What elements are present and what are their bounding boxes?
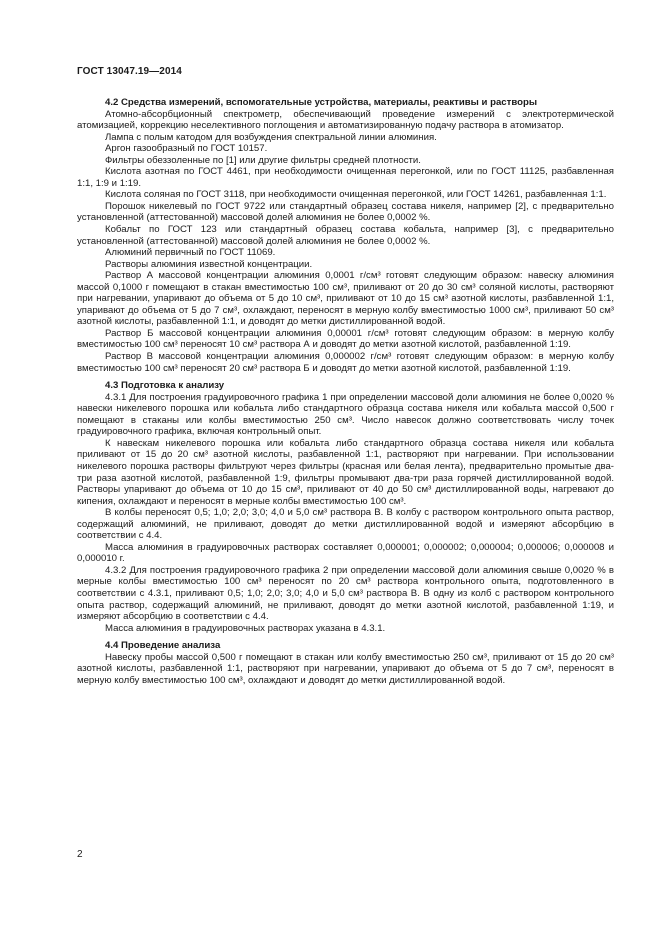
paragraph: Раствор А массовой концентрации алюминия 0,0001 г/см³ готовят следующим образом: навеску алюминия массой 0,1000 г помещают в стакан вместимостью 100 см³, приливают от 20 до 30 см³ соляной кислоты, растворяют при нагревании, упаривают до объема от 5 до 10 см³, приливают от 10 до 15 см³ азотной кислоты, разбавленной 1:1, упаривают до объема от 5 до 7 см³, охлаждают, переносят в мерную колбу вместимостью 1000 см³, приливают 50 см³ азотной кислоты, разбавленной 1:1, и доводят до метки дистиллированной водой.: [77, 270, 614, 328]
document-header: ГОСТ 13047.19—2014: [77, 66, 182, 77]
section-heading: 4.2 Средства измерений, вспомогательные устройства, материалы, реактивы и растворы: [105, 97, 538, 108]
paragraph: 4.3.2 Для построения градуировочного графика 2 при определении массовой доли алюминия свыше 0,0020 % в мерные колбы вместимостью 100 см³ переносят по 20 см³ раствора контрольного опыта, подготовленного в соответствии с 4.3.1, приливают 0,5; 1,0; 2,0; 3,0; 4,0 и 5,0 см³ раствора В. В одну из колб с раствором контрольного опыта раствор, содержащий алюминий, не приливают, доводят до метки азотной кислотой, разбавленной 1:19, и измеряют абсорбцию в соответствии с 4.4.: [77, 564, 614, 623]
paragraph: 4.3.1 Для построения градуировочного графика 1 при определении массовой доли алюминия не более 0,0020 % навески никелевого порошка или кобальта либо стандартного образца состава никеля или кобальта массой 0,500 г помещают в стаканы или колбы вместимостью 250 см³. Число навесок должно соответствовать числу точек градуировочного графика, включая контрольный опыт.: [77, 391, 614, 438]
paragraph: Раствор В массовой концентрации алюминия 0,000002 г/см³ готовят следующим образом: в мерную колбу вместимостью 100 см³ переносят 20 см³ раствора Б и доводят до метки азотной кислотой, разбавленной 1:19.: [77, 351, 614, 374]
paragraph: Алюминий первичный по ГОСТ 11069.: [105, 247, 276, 259]
section-heading: 4.4 Проведение анализа: [105, 640, 221, 652]
page-number: 2: [77, 849, 83, 860]
paragraph: Фильтры обеззоленные по [1] или другие фильтры средней плотности.: [105, 154, 421, 166]
paragraph: К навескам никелевого порошка или кобальта либо стандартного образца состава никеля или кобальта приливают от 15 до 20 см³ азотной кислоты, разбавленной 1:1, растворяют при нагревании. При использовании никелевого порошка растворы фильтруют через фильтры (красная или белая лента), предварительно промытые два-три раза азотной кислотой, разбавленной 1:9, фильтры промывают два-три раза горячей дистиллированной водой. Растворы упаривают до объема от 10 до 15 см³, приливают от 40 до 50 см³ дистиллированной воды, нагревают до кипения, охлаждают и переносят в мерные колбы вместимостью 100 см³.: [77, 437, 614, 507]
paragraph: Масса алюминия в градуировочных растворах составляет 0,000001; 0,000002; 0,000004; 0,000006; 0,000008 и 0,000010 г.: [77, 541, 614, 565]
paragraph: Навеску пробы массой 0,500 г помещают в стакан или колбу вместимостью 250 см³, приливают от 15 до 20 см³ азотной кислоты, разбавленной 1:1, растворяют при нагревании, упаривают до объема от 5 до 7 см³, переносят в мерную колбу вместимостью 100 см³, охлаждают и доводят до метки дистиллированной водой.: [77, 651, 614, 686]
paragraph: Масса алюминия в градуировочных растворах указана в 4.3.1.: [105, 622, 386, 634]
paragraph: Аргон газообразный по ГОСТ 10157.: [105, 143, 268, 155]
paragraph: Атомно-абсорбционный спектрометр, обеспечивающий проведение измерений с электротермической атомизацией, коррекцию неселективного поглощения и автоматизированную подачу раствора в атомизатор.: [77, 108, 614, 132]
paragraph: Порошок никелевый по ГОСТ 9722 или стандартный образец состава никеля, например [2], с предварительно установленной (аттестованной) массовой долей алюминия не более 0,0002 %.: [77, 200, 614, 224]
paragraph: Кобальт по ГОСТ 123 или стандартный образец состава кобальта, например [3], с предварительно установленной (аттестованной) массовой долей алюминия не более 0,0002 %.: [77, 224, 614, 247]
section-heading: 4.3 Подготовка к анализу: [105, 380, 225, 392]
paragraph: Кислота азотная по ГОСТ 4461, при необходимости очищенная перегонкой, или по ГОСТ 11125, разбавленная 1:1, 1:9 и 1:19.: [77, 166, 614, 189]
paragraph: Растворы алюминия известной концентрации.: [105, 258, 313, 270]
paragraph: Раствор Б массовой концентрации алюминия 0,00001 г/см³ готовят следующим образом: в мерную колбу вместимостью 100 см³ переносят 10 см³ раствора А и доводят до метки азотной кислотой, разбавленной 1:19.: [77, 327, 614, 351]
paragraph: Лампа с полым катодом для возбуждения спектральной линии алюминия.: [105, 131, 437, 143]
paragraph: Кислота соляная по ГОСТ 3118, при необходимости очищенная перегонкой, или ГОСТ 14261, разбавленная 1:1.: [105, 189, 607, 201]
paragraph: В колбы переносят 0,5; 1,0; 2,0; 3,0; 4,0 и 5,0 см³ раствора В. В колбу с раствором контрольного опыта раствор, содержащий алюминий, не приливают, доводят до метки дистиллированной водой и измеряют абсорбцию в соответствии с 4.4.: [77, 507, 614, 542]
document-body: [77, 97, 614, 686]
